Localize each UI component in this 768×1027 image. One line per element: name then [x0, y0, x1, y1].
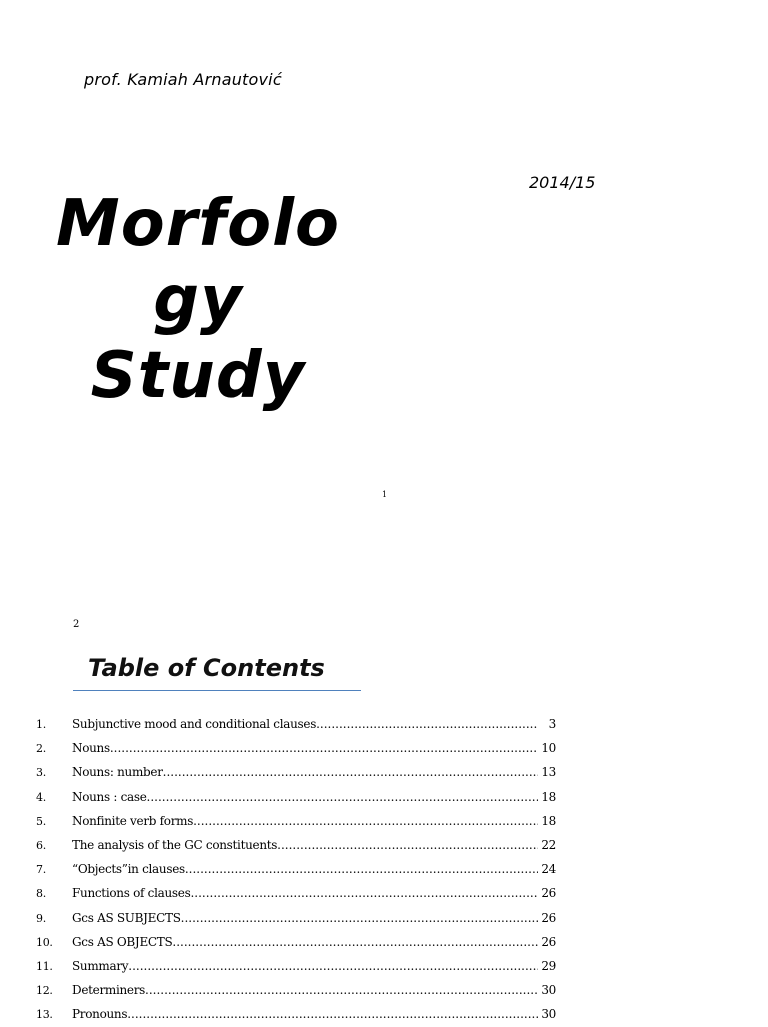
- toc-entry-title: Determiners: [72, 983, 146, 998]
- author-name: prof. Kamiah Arnautović: [84, 70, 282, 89]
- toc-entry-title: Subjunctive mood and conditional clauses: [72, 717, 317, 731]
- toc-dot-leader: [128, 954, 538, 978]
- toc-entry-page: 10: [541, 741, 556, 756]
- toc-heading-underline: [73, 690, 361, 691]
- toc-entry-link[interactable]: [72, 785, 556, 809]
- toc-entry-page: 24: [541, 862, 556, 877]
- toc-entry-number: 2.: [36, 742, 46, 756]
- toc-entry[interactable]: [36, 930, 556, 954]
- toc-entry-title: The analysis of the GC constituents: [72, 837, 278, 852]
- toc-entry[interactable]: [36, 736, 556, 760]
- title-line: Morfolo: [56, 187, 340, 261]
- toc-entry-link[interactable]: [72, 881, 556, 905]
- toc-entry[interactable]: [36, 785, 556, 809]
- toc-entry-page: 30: [541, 983, 556, 998]
- page-number: 1: [382, 490, 388, 499]
- toc-dot-leader: [185, 857, 538, 881]
- toc-entry-title: “Objects”in clauses: [72, 862, 185, 877]
- toc-entry-title: Gcs AS SUBJECTS: [72, 910, 181, 925]
- toc-entry-number: 6.: [36, 838, 46, 852]
- toc-entry-link[interactable]: [72, 760, 556, 784]
- toc-entry-link[interactable]: [72, 978, 556, 1002]
- toc-entry-title: Nonfinite verb forms: [72, 813, 194, 828]
- toc-heading: Table of Contents: [88, 654, 325, 682]
- toc-entry-link[interactable]: [72, 930, 556, 954]
- toc-entry-title: Functions of clauses: [72, 886, 191, 901]
- toc-dot-leader: [277, 833, 538, 857]
- toc-entry-page: 18: [541, 789, 556, 804]
- toc-entry-link[interactable]: [72, 906, 556, 930]
- toc-entry-page: 22: [541, 837, 556, 852]
- toc-entry-number: 3.: [36, 766, 46, 780]
- toc-entry-page: 3: [548, 717, 556, 731]
- toc-dot-leader: [193, 809, 538, 833]
- toc-entry-number: 7.: [36, 863, 46, 877]
- toc-entry[interactable]: [36, 833, 556, 857]
- toc-dot-leader: [181, 906, 538, 930]
- toc-entry-page: 18: [541, 813, 556, 828]
- toc-entry-title: Nouns: number: [72, 765, 163, 780]
- toc-entry-page: 26: [541, 910, 556, 925]
- toc-entry[interactable]: [36, 906, 556, 930]
- toc-entry-page: 26: [541, 934, 556, 949]
- toc-entry-number: 10.: [36, 935, 53, 949]
- document-title: [40, 186, 356, 414]
- toc-entry[interactable]: [36, 809, 556, 833]
- toc-entry-number: 4.: [36, 790, 46, 804]
- toc-entry[interactable]: [36, 857, 556, 881]
- toc-entry-link[interactable]: [72, 857, 556, 881]
- title-line: Study: [90, 339, 306, 413]
- toc-entry-title: Gcs AS OBJECTS: [72, 934, 173, 949]
- toc-dot-leader: [316, 712, 538, 736]
- toc-dot-leader: [145, 978, 538, 1002]
- toc-entry-number: 1.: [36, 718, 46, 731]
- toc-entry-link[interactable]: [72, 736, 556, 760]
- toc-dot-leader: [172, 930, 538, 954]
- toc-entry-link[interactable]: [72, 809, 556, 833]
- toc-entry-title: Nouns : case: [72, 789, 147, 804]
- toc-dot-leader: [163, 760, 538, 784]
- toc-entry-link[interactable]: [72, 954, 556, 978]
- toc-dot-leader: [190, 881, 538, 905]
- toc-entry-page: 26: [541, 886, 556, 901]
- toc-entry-number: 12.: [36, 984, 53, 998]
- table-of-contents: [36, 712, 556, 1026]
- toc-entry[interactable]: [36, 760, 556, 784]
- toc-entry-title: Summary: [72, 958, 129, 973]
- toc-entry-number: 5.: [36, 814, 46, 828]
- toc-dot-leader: [110, 736, 538, 760]
- toc-entry-page: 29: [541, 958, 556, 973]
- toc-entry-title: Nouns: [72, 741, 110, 756]
- toc-entry[interactable]: [36, 881, 556, 905]
- toc-entry-link[interactable]: [72, 1002, 556, 1026]
- toc-entry-number: 8.: [36, 887, 46, 901]
- toc-entry-link[interactable]: [72, 712, 556, 736]
- toc-dot-leader: [147, 785, 538, 809]
- academic-year: 2014/15: [529, 173, 596, 192]
- toc-entry[interactable]: [36, 1002, 556, 1026]
- page-number: 2: [73, 619, 80, 630]
- toc-dot-leader: [127, 1002, 538, 1026]
- toc-entry-link[interactable]: [72, 833, 556, 857]
- toc-entry[interactable]: [36, 954, 556, 978]
- toc-entry-page: 13: [541, 765, 556, 780]
- title-line: gy: [153, 263, 243, 337]
- toc-entry-number: 13.: [36, 1008, 53, 1022]
- toc-entry-title: Pronouns: [72, 1007, 128, 1022]
- toc-entry-page: 30: [541, 1007, 556, 1022]
- toc-entry[interactable]: [36, 712, 556, 736]
- toc-entry-number: 11.: [36, 959, 53, 973]
- toc-entry[interactable]: [36, 978, 556, 1002]
- toc-entry-number: 9.: [36, 911, 46, 925]
